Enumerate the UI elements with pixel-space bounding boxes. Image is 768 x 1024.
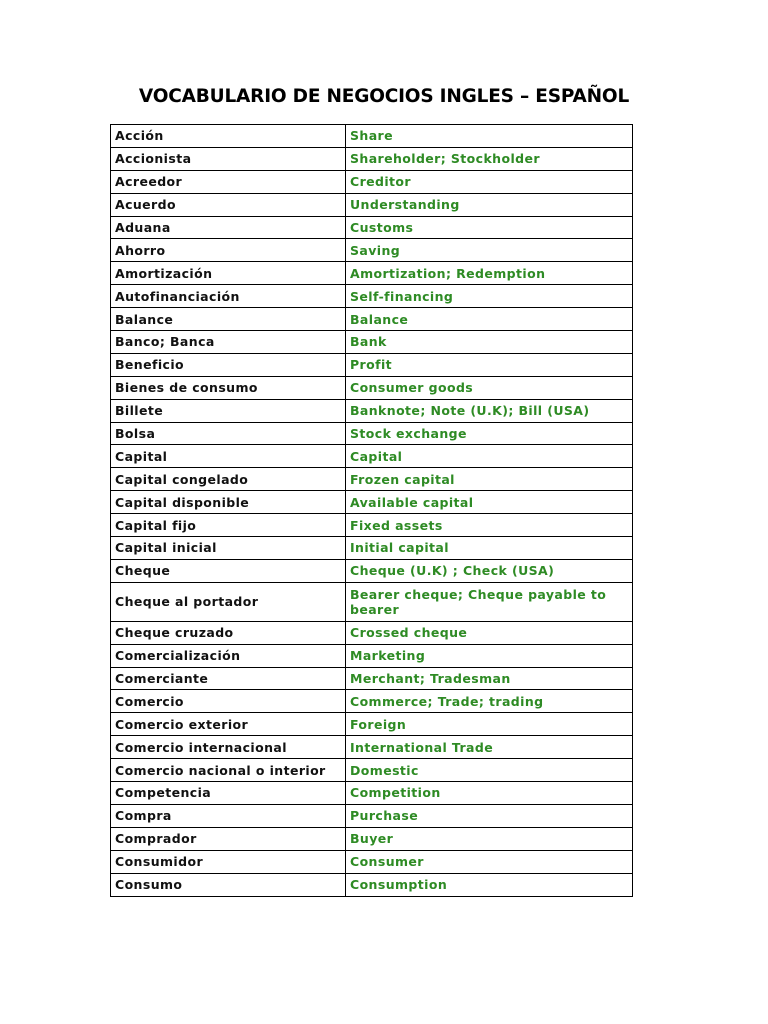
spanish-term: Acción xyxy=(111,125,346,148)
spanish-term: Comercio xyxy=(111,690,346,713)
spanish-term: Accionista xyxy=(111,147,346,170)
english-term: Banknote; Note (U.K); Bill (USA) xyxy=(346,399,633,422)
english-term: Bearer cheque; Cheque payable to bearer xyxy=(346,582,633,621)
english-term: Customs xyxy=(346,216,633,239)
spanish-term: Bienes de consumo xyxy=(111,376,346,399)
english-term: Balance xyxy=(346,308,633,331)
spanish-term: Comercialización xyxy=(111,644,346,667)
page-title: VOCABULARIO DE NEGOCIOS INGLES – ESPAÑOL xyxy=(138,86,630,107)
english-term: Cheque (U.K) ; Check (USA) xyxy=(346,559,633,582)
english-term: Bank xyxy=(346,331,633,354)
table-row xyxy=(111,713,633,736)
english-term: Stock exchange xyxy=(346,422,633,445)
spanish-term: Capital congelado xyxy=(111,468,346,491)
spanish-term: Comercio internacional xyxy=(111,736,346,759)
table-row xyxy=(111,827,633,850)
table-row xyxy=(111,353,633,376)
english-term: Competition xyxy=(346,782,633,805)
spanish-term: Competencia xyxy=(111,782,346,805)
spanish-term: Comerciante xyxy=(111,667,346,690)
table-row xyxy=(111,216,633,239)
table-row xyxy=(111,422,633,445)
table-row xyxy=(111,690,633,713)
english-term: Consumer xyxy=(346,850,633,873)
english-term: Share xyxy=(346,125,633,148)
table-row xyxy=(111,736,633,759)
table-row xyxy=(111,582,633,621)
spanish-term: Capital fijo xyxy=(111,514,346,537)
english-term: International Trade xyxy=(346,736,633,759)
spanish-term: Consumo xyxy=(111,873,346,896)
english-term: Self-financing xyxy=(346,285,633,308)
spanish-term: Amortización xyxy=(111,262,346,285)
table-row xyxy=(111,514,633,537)
english-term: Foreign xyxy=(346,713,633,736)
english-term: Creditor xyxy=(346,170,633,193)
table-row xyxy=(111,285,633,308)
table-row xyxy=(111,193,633,216)
english-term: Saving xyxy=(346,239,633,262)
spanish-term: Billete xyxy=(111,399,346,422)
english-term: Domestic xyxy=(346,759,633,782)
english-term: Initial capital xyxy=(346,537,633,560)
table-row xyxy=(111,644,633,667)
english-term: Crossed cheque xyxy=(346,621,633,644)
spanish-term: Compra xyxy=(111,804,346,827)
table-row xyxy=(111,262,633,285)
vocabulary-table-body xyxy=(111,125,633,897)
spanish-term: Autofinanciación xyxy=(111,285,346,308)
spanish-term: Balance xyxy=(111,308,346,331)
english-term: Consumer goods xyxy=(346,376,633,399)
spanish-term: Comprador xyxy=(111,827,346,850)
table-row xyxy=(111,445,633,468)
spanish-term: Cheque cruzado xyxy=(111,621,346,644)
spanish-term: Banco; Banca xyxy=(111,331,346,354)
spanish-term: Cheque al portador xyxy=(111,582,346,621)
table-row xyxy=(111,782,633,805)
table-row xyxy=(111,491,633,514)
spanish-term: Comercio exterior xyxy=(111,713,346,736)
english-term: Commerce; Trade; trading xyxy=(346,690,633,713)
english-term: Marketing xyxy=(346,644,633,667)
english-term: Buyer xyxy=(346,827,633,850)
english-term: Amortization; Redemption xyxy=(346,262,633,285)
spanish-term: Acreedor xyxy=(111,170,346,193)
table-row xyxy=(111,239,633,262)
english-term: Profit xyxy=(346,353,633,376)
english-term: Merchant; Tradesman xyxy=(346,667,633,690)
english-term: Capital xyxy=(346,445,633,468)
english-term: Understanding xyxy=(346,193,633,216)
table-row xyxy=(111,147,633,170)
spanish-term: Acuerdo xyxy=(111,193,346,216)
table-row xyxy=(111,468,633,491)
table-row xyxy=(111,308,633,331)
english-term: Fixed assets xyxy=(346,514,633,537)
spanish-term: Beneficio xyxy=(111,353,346,376)
table-row xyxy=(111,850,633,873)
table-row xyxy=(111,667,633,690)
spanish-term: Comercio nacional o interior xyxy=(111,759,346,782)
table-row xyxy=(111,621,633,644)
spanish-term: Bolsa xyxy=(111,422,346,445)
table-row xyxy=(111,873,633,896)
table-row xyxy=(111,399,633,422)
table-row xyxy=(111,125,633,148)
spanish-term: Consumidor xyxy=(111,850,346,873)
spanish-term: Capital disponible xyxy=(111,491,346,514)
english-term: Purchase xyxy=(346,804,633,827)
english-term: Shareholder; Stockholder xyxy=(346,147,633,170)
table-row xyxy=(111,537,633,560)
table-row xyxy=(111,759,633,782)
table-row xyxy=(111,170,633,193)
table-row xyxy=(111,376,633,399)
english-term: Frozen capital xyxy=(346,468,633,491)
vocabulary-table xyxy=(110,124,633,897)
spanish-term: Ahorro xyxy=(111,239,346,262)
spanish-term: Capital inicial xyxy=(111,537,346,560)
english-term: Available capital xyxy=(346,491,633,514)
english-term: Consumption xyxy=(346,873,633,896)
table-row xyxy=(111,331,633,354)
table-row xyxy=(111,559,633,582)
table-row xyxy=(111,804,633,827)
spanish-term: Aduana xyxy=(111,216,346,239)
spanish-term: Cheque xyxy=(111,559,346,582)
spanish-term: Capital xyxy=(111,445,346,468)
